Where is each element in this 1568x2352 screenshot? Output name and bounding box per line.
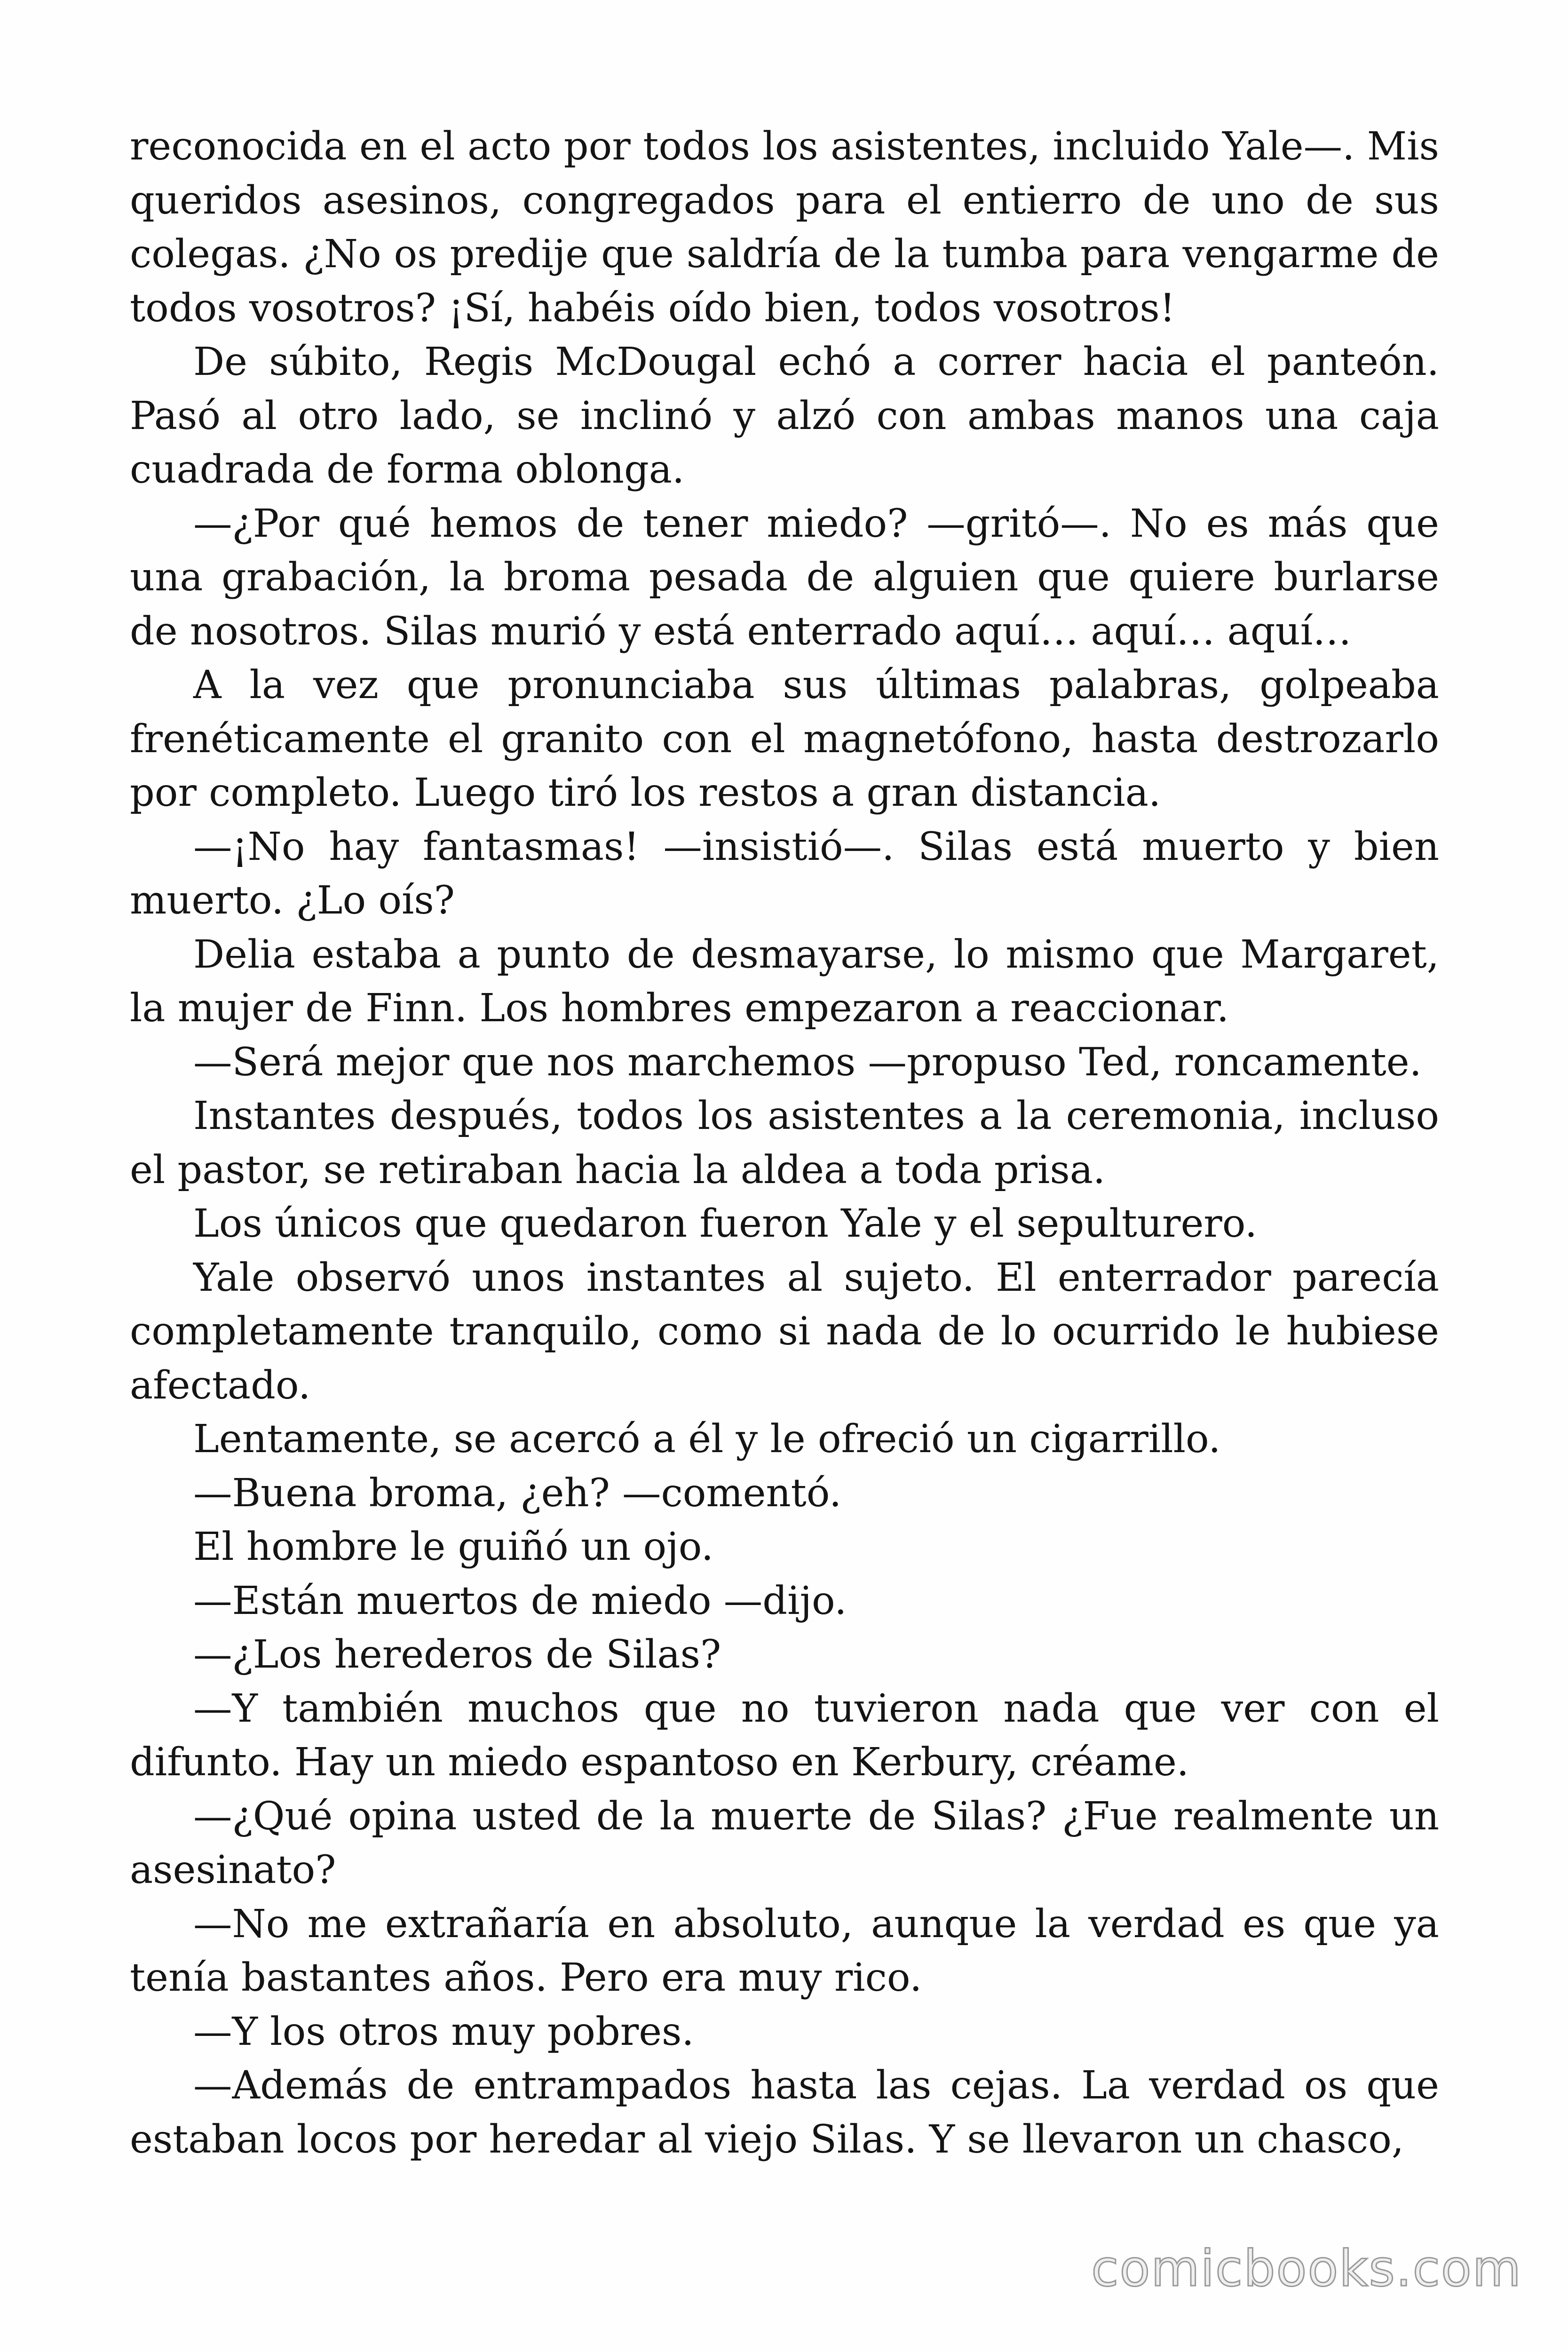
paragraph-9: Los únicos que quedaron fueron Yale y el sepulturero. xyxy=(193,1201,1258,1246)
paragraph-4: A la vez que pronunciaba sus últimas palabras, golpeaba frenéticamente el granito con el magnetófono, hasta destrozarlo por completo. Luego tiró los restos a gran distancia. xyxy=(130,662,1439,815)
paragraph-5: —¡No hay fantasmas! —insistió—. Silas está muerto y bien muerto. ¿Lo oís? xyxy=(130,824,1439,923)
paragraph-19: —Y los otros muy pobres. xyxy=(193,2009,694,2054)
paragraph-20: —Además de entrampados hasta las cejas. La verdad os que estaban locos por heredar al viejo Silas. Y se llevaron un chasco, xyxy=(130,2063,1439,2162)
paragraph-15: —¿Los herederos de Silas? xyxy=(193,1632,721,1677)
paragraph-6: Delia estaba a punto de desmayarse, lo mismo que Margaret, la mujer de Finn. Los hombres empezaron a reaccionar. xyxy=(130,931,1439,1031)
paragraph-3: —¿Por qué hemos de tener miedo? —gritó—. No es más que una grabación, la broma pesada de alguien que quiere burlarse de nosotros. Silas murió y está enterrado aquí… aquí… aquí… xyxy=(130,501,1439,654)
body-text xyxy=(130,119,1439,2166)
paragraph-14: —Están muertos de miedo —dijo. xyxy=(193,1578,847,1623)
paragraph-7: —Será mejor que nos marchemos —propuso Ted, roncamente. xyxy=(193,1039,1422,1085)
paragraph-12: —Buena broma, ¿eh? —comentó. xyxy=(193,1470,842,1516)
paragraph-1: reconocida en el acto por todos los asistentes, incluido Yale—. Mis queridos asesinos, congregados para el entierro de uno de sus colegas. ¿No os predije que saldría de la tumba para vengarme de todos vosotros? ¡Sí, habéis oído bien, todos vosotros! xyxy=(130,124,1439,331)
paragraph-17: —¿Qué opina usted de la muerte de Silas? ¿Fue realmente un asesinato? xyxy=(130,1793,1439,1892)
paragraph-13: El hombre le guiñó un ojo. xyxy=(193,1524,714,1569)
paragraph-18: —No me extrañaría en absoluto, aunque la verdad es que ya tenía bastantes años. Pero era muy rico. xyxy=(130,1901,1439,2000)
paragraph-2: De súbito, Regis McDougal echó a correr hacia el panteón. Pasó al otro lado, se inclinó y alzó con ambas manos una caja cuadrada de forma oblonga. xyxy=(130,339,1439,492)
paragraph-10: Yale observó unos instantes al sujeto. El enterrador parecía completamente tranquilo, como si nada de lo ocurrido le hubiese afectado. xyxy=(130,1255,1439,1408)
paragraph-8: Instantes después, todos los asistentes a la ceremonia, incluso el pastor, se retiraban hacia la aldea a toda prisa. xyxy=(130,1093,1439,1192)
watermark-text: comicbooks.com xyxy=(1091,2240,1522,2297)
paragraph-16: —Y también muchos que no tuvieron nada que ver con el difunto. Hay un miedo espantoso en Kerbury, créame. xyxy=(130,1685,1439,1785)
paragraph-11: Lentamente, se acercó a él y le ofreció un cigarrillo. xyxy=(193,1416,1221,1462)
